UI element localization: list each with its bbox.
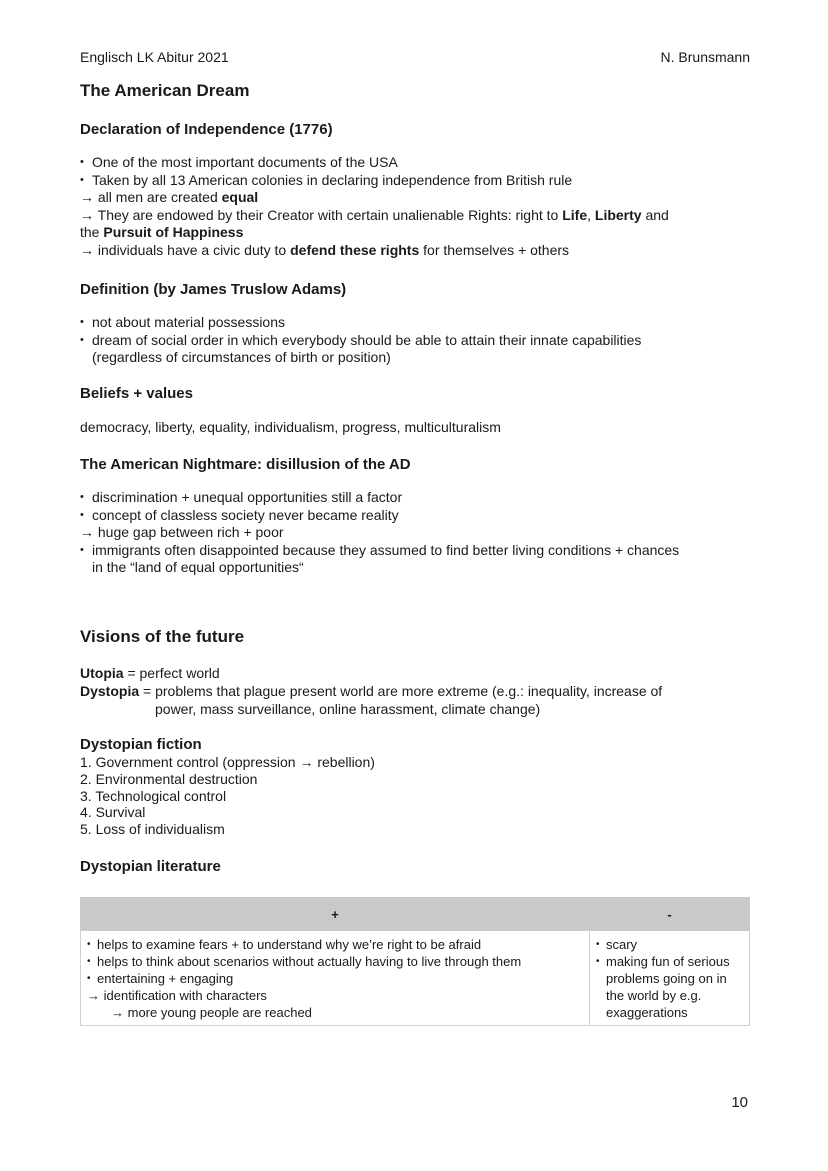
dystopia-term: Dystopia [80,683,140,699]
list-item: • helps to think about scenarios without actually having to live through them [87,953,583,970]
page-number: 10 [731,1094,748,1111]
declaration-heading: Declaration of Independence (1776) [80,121,333,138]
list-item: → huge gap between rich + poor [80,524,284,540]
list-item: • dream of social order in which everybody should be able to attain their innate capabilities [80,332,641,350]
list-item: • concept of classless society never became reality [80,507,679,525]
list-item: → more young people are reached [111,1005,312,1020]
nightmare-list [80,489,679,577]
definition-list [80,314,641,367]
dystopia-definition: Dystopia = problems that plague present world are more extreme (e.g.: inequality, increase of power, mass surveillance, online harassment, climate change) [80,683,663,717]
utopia-term: Utopia [80,665,124,681]
list-item: • Taken by all 13 American colonies in declaring independence from British rule [80,172,669,190]
list-item: 5. Loss of individualism [80,821,225,838]
plus-column-header: + [81,898,590,931]
literature-heading: Dystopian literature [80,858,221,875]
list-item: the Pursuit of Happiness [80,224,244,240]
fiction-heading: Dystopian fiction [80,736,202,753]
minus-column-header: - [590,898,750,931]
list-item: • not about material possessions [80,314,641,332]
list-item: • making fun of serious [596,953,743,970]
page-title: The American Dream [80,81,250,100]
list-item: 1. Government control (oppression → rebellion) [80,754,375,770]
page-header [80,49,750,65]
fiction-list [80,754,375,838]
minus-cell [590,931,750,1026]
list-item: → They are endowed by their Creator with certain unalienable Rights: right to Life, Liberty and [80,206,669,223]
list-item: • One of the most important documents of the USA [80,154,669,172]
list-item-continuation: the world by e.g. [606,988,702,1003]
list-item: • helps to examine fears + to understand why we’re right to be afraid [87,936,583,953]
table-row [81,931,750,1026]
plus-cell [81,931,590,1026]
list-item-continuation: in the “land of equal opportunities“ [92,559,304,575]
header-course: Englisch LK Abitur 2021 [80,49,229,65]
visions-heading: Visions of the future [80,627,245,646]
beliefs-heading: Beliefs + values [80,385,193,402]
utopia-definition: Utopia = perfect world [80,665,220,681]
declaration-list [80,154,669,259]
pros-cons-table [80,897,750,1026]
list-item: → individuals have a civic duty to defend these rights for themselves + others [80,241,570,258]
list-item-continuation: exaggerations [606,1005,688,1020]
list-item: • scary [596,936,743,953]
list-item: → identification with characters [87,988,267,1003]
list-item-continuation: problems going on in [606,971,727,986]
beliefs-text: democracy, liberty, equality, individualism, progress, multiculturalism [80,419,501,435]
list-item: • entertaining + engaging [87,970,583,987]
list-item-continuation: (regardless of circumstances of birth or position) [92,349,391,365]
list-item: 4. Survival [80,804,146,821]
nightmare-heading: The American Nightmare: disillusion of the AD [80,456,411,473]
list-item: → all men are created equal [80,189,259,205]
list-item: 3. Technological control [80,787,227,804]
list-item: • discrimination + unequal opportunities still a factor [80,489,679,507]
list-item: 2. Environmental destruction [80,770,258,787]
list-item: • immigrants often disappointed because they assumed to find better living conditions + chances [80,542,679,560]
definition-heading: Definition (by James Truslow Adams) [80,281,347,298]
header-author: N. Brunsmann [660,49,750,65]
